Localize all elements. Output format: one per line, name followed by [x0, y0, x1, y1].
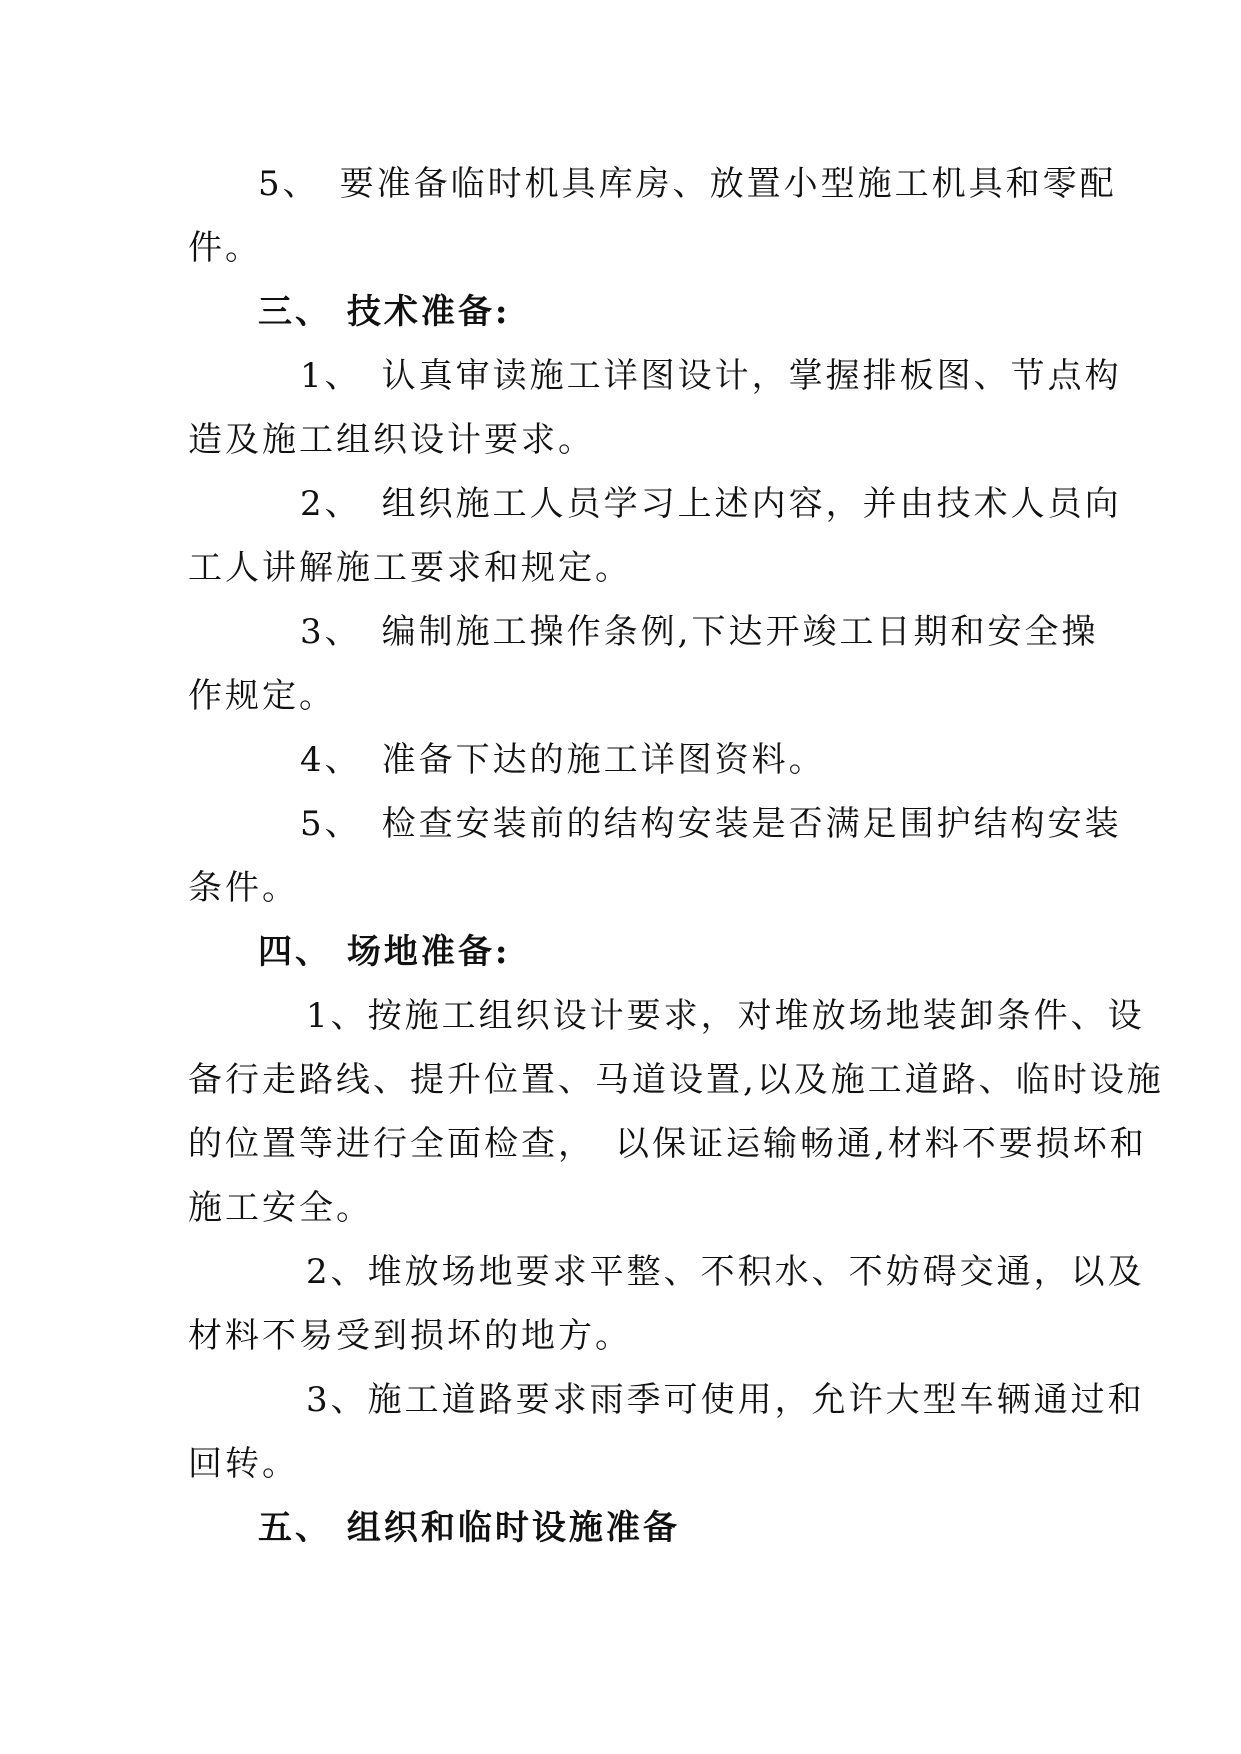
paragraph-line: 条件。	[188, 868, 299, 908]
paragraph-line: 1、 认真审读施工详图设计，掌握排板图、节点构	[300, 356, 1122, 396]
paragraph-line: 件。	[188, 228, 262, 268]
paragraph-line: 回转。	[188, 1444, 299, 1484]
paragraph-line: 5、 检查安装前的结构安装是否满足围护结构安装	[300, 804, 1122, 844]
paragraph-line: 5、 要准备临时机具库房、放置小型施工机具和零配	[258, 164, 1117, 204]
paragraph-line: 工人讲解施工要求和规定。	[188, 548, 632, 588]
section-heading: 三、 技术准备:	[258, 292, 511, 332]
paragraph-line: 2、 组织施工人员学习上述内容，并由技术人员向	[300, 484, 1122, 524]
section-heading: 四、 场地准备:	[258, 932, 511, 972]
paragraph-line: 2、堆放场地要求平整、不积水、不妨碍交通，以及	[306, 1252, 1145, 1292]
paragraph-line: 施工安全。	[188, 1188, 373, 1228]
paragraph-line: 材料不易受到损坏的地方。	[188, 1316, 632, 1356]
paragraph-line: 的位置等进行全面检查， 以保证运输畅通,材料不要损坏和	[188, 1124, 1147, 1164]
paragraph-line: 1、按施工组织设计要求，对堆放场地装卸条件、设	[306, 996, 1145, 1036]
paragraph-line: 3、 编制施工操作条例,下达开竣工日期和安全操	[300, 612, 1099, 652]
paragraph-line: 作规定。	[188, 676, 336, 716]
paragraph-line: 备行走路线、提升位置、马道设置,以及施工道路、临时设施	[188, 1060, 1164, 1100]
section-heading: 五、 组织和临时设施准备	[258, 1508, 680, 1548]
paragraph-line: 3、施工道路要求雨季可使用，允许大型车辆通过和	[306, 1380, 1145, 1420]
paragraph-line: 4、 准备下达的施工详图资料。	[300, 740, 826, 780]
paragraph-line: 造及施工组织设计要求。	[188, 420, 595, 460]
